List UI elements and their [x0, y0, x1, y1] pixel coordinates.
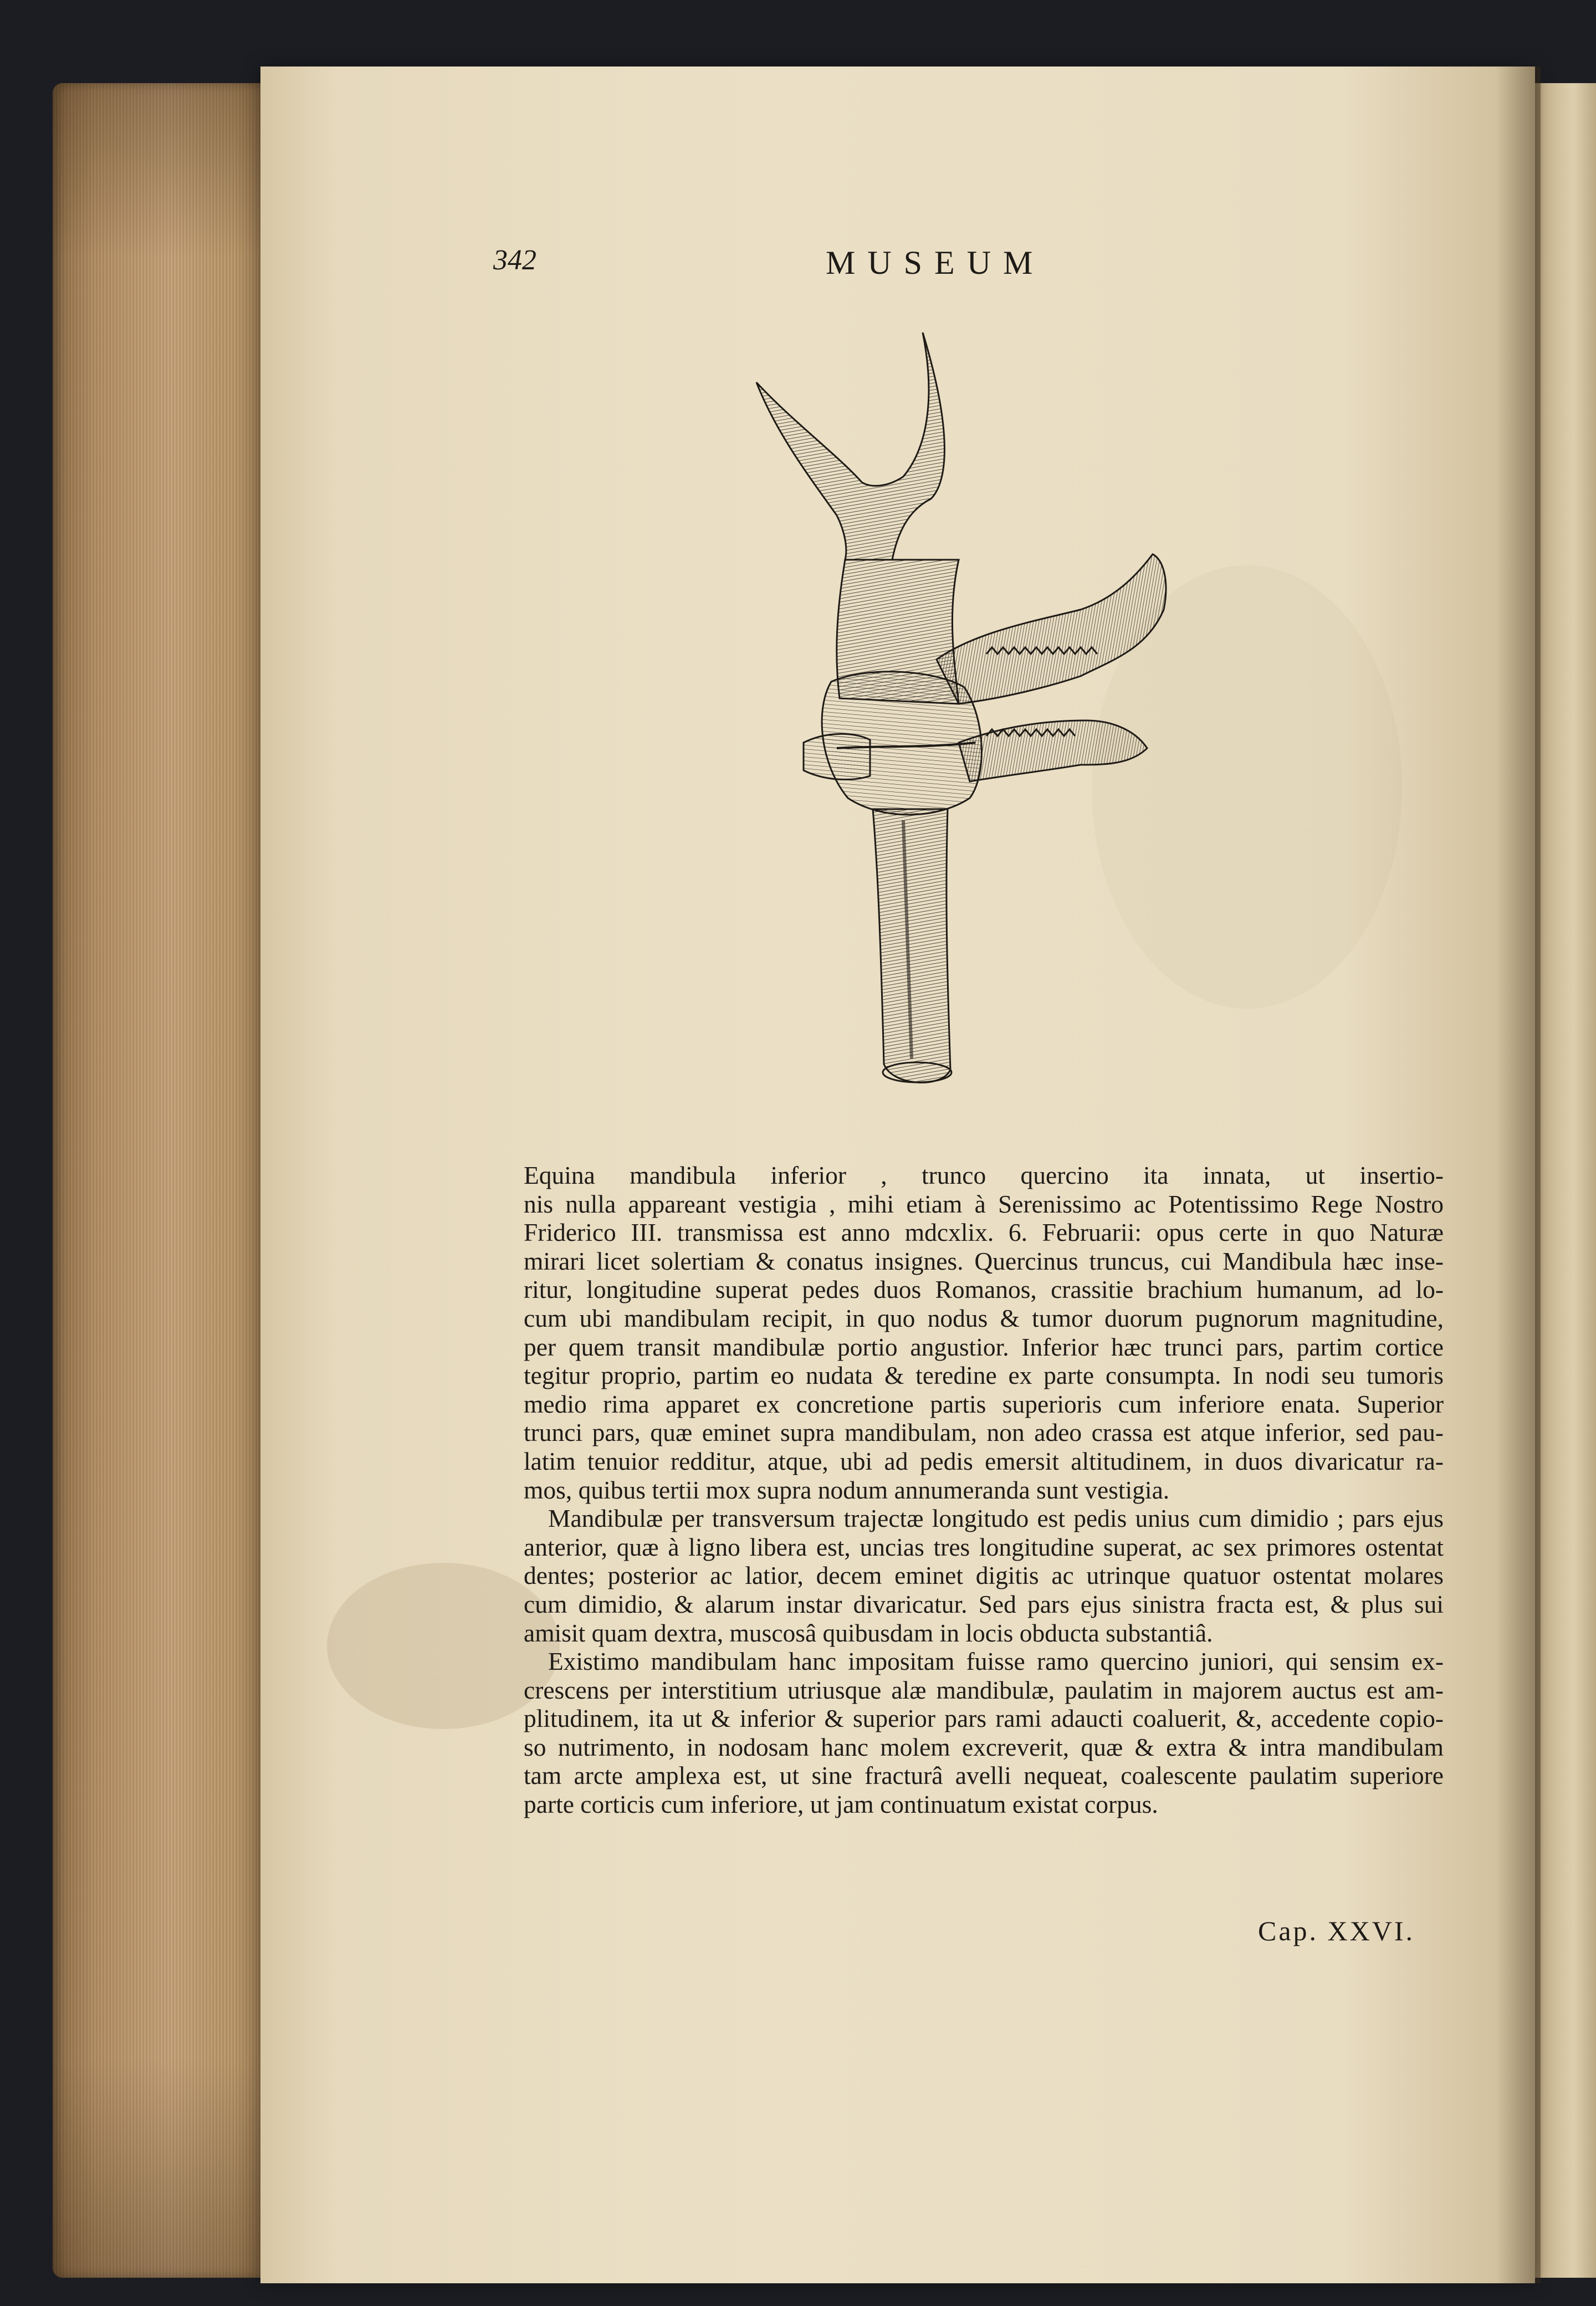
text-line: Mandibulæ per transversum trajectæ longitudo est pedis unius cum dimidio ; pars ejus — [548, 1504, 1444, 1533]
book-fore-edge — [53, 83, 266, 2278]
text-line: so nutrimento, in nodosam hanc molem excreverit, quæ & extra & intra mandibulam — [524, 1732, 1444, 1761]
text-line: crescens per interstitium utriusque alæ mandibulæ, paulatim in majorem auctus est am- — [524, 1675, 1444, 1704]
gutter-shadow — [1496, 67, 1541, 2283]
text-line: trunci pars, quæ eminet supra mandibulam, non adeo crassa est atque inferior, sed pau- — [524, 1418, 1444, 1447]
text-line: plitudinem, ita ut & inferior & superior pars rami adaucti coaluerit, &, accedente copio- — [524, 1704, 1444, 1733]
text-line: parte corticis cum inferiore, ut jam continuatum existat corpus. — [524, 1790, 1158, 1819]
text-line: nis nulla appareant vestigia , mihi etiam à Serenissimo ac Potentissimo Rege Nostro — [524, 1189, 1444, 1218]
text-line: mirari licet solertiam & conatus insignes. Quercinus truncus, cui Mandibula hæc inse- — [524, 1246, 1444, 1275]
text-line: amisit quam dextra, muscosâ quibusdam in locis obducta substantiâ. — [524, 1618, 1213, 1647]
text-line: medio rima apparet ex concretione partis superioris cum inferiore enata. Superior — [524, 1389, 1444, 1418]
text-line: ritur, longitudine superat pedes duos Romanos, crassitie brachium humanum, ad lo- — [524, 1275, 1444, 1304]
body-text — [524, 1161, 1444, 1819]
text-line: tam arcte amplexa est, ut sine fracturâ avelli nequeat, coalescente paulatim superiore — [524, 1761, 1444, 1790]
text-line: anterior, quæ à ligno libera est, uncias tres longitudine superat, ac sex primores ostentat — [524, 1532, 1444, 1561]
text-line: latim tenuior redditur, atque, ubi ad pedis emersit altitudinem, in duos divaricatur ra- — [524, 1446, 1444, 1475]
running-head — [493, 244, 1435, 288]
woodcut-jawbone-in-oak-trunk-icon — [726, 321, 1225, 1142]
upper-branches — [756, 333, 959, 704]
trunk-knot — [822, 672, 981, 815]
paragraph-1 — [524, 1161, 1444, 1504]
text-line: dentes; posterior ac latior, decem eminet digitis ac utrinque quatuor ostentat molares — [524, 1561, 1444, 1590]
paragraph-3 — [524, 1647, 1444, 1819]
catchword: Cap. XXVI. — [1258, 1915, 1415, 1946]
text-line: Equina mandibula inferior , trunco quercino ita innata, ut insertio- — [524, 1161, 1444, 1189]
text-line: Friderico III. transmissa est anno mdcxlix. 6. Februarii: opus certe in quo Naturæ — [524, 1218, 1444, 1247]
running-title: MUSEUM — [826, 244, 1045, 281]
text-line: per quem transit mandibulæ portio angustior. Inferior hæc trunci pars, partim cortice — [524, 1332, 1444, 1361]
text-line: Existimo mandibulam hanc impositam fuisse ramo quercino juniori, qui sensim ex- — [548, 1647, 1444, 1676]
lower-trunk — [873, 809, 952, 1082]
text-line: tegitur proprio, partim eo nudata & teredine ex parte consumpta. In nodi seu tumoris — [524, 1361, 1444, 1390]
text-line: mos, quibus tertii mox supra nodum annumeranda sunt vestigia. — [524, 1475, 1170, 1504]
text-line: cum ubi mandibulam recipit, in quo nodus & tumor duorum pugnorum magnitudine, — [524, 1303, 1444, 1332]
page-number: 342 — [493, 244, 536, 276]
paragraph-2 — [524, 1504, 1444, 1647]
text-line: cum dimidio, & alarum instar divaricatur. Sed pars ejus sinistra fracta est, & plus sui — [524, 1589, 1444, 1618]
